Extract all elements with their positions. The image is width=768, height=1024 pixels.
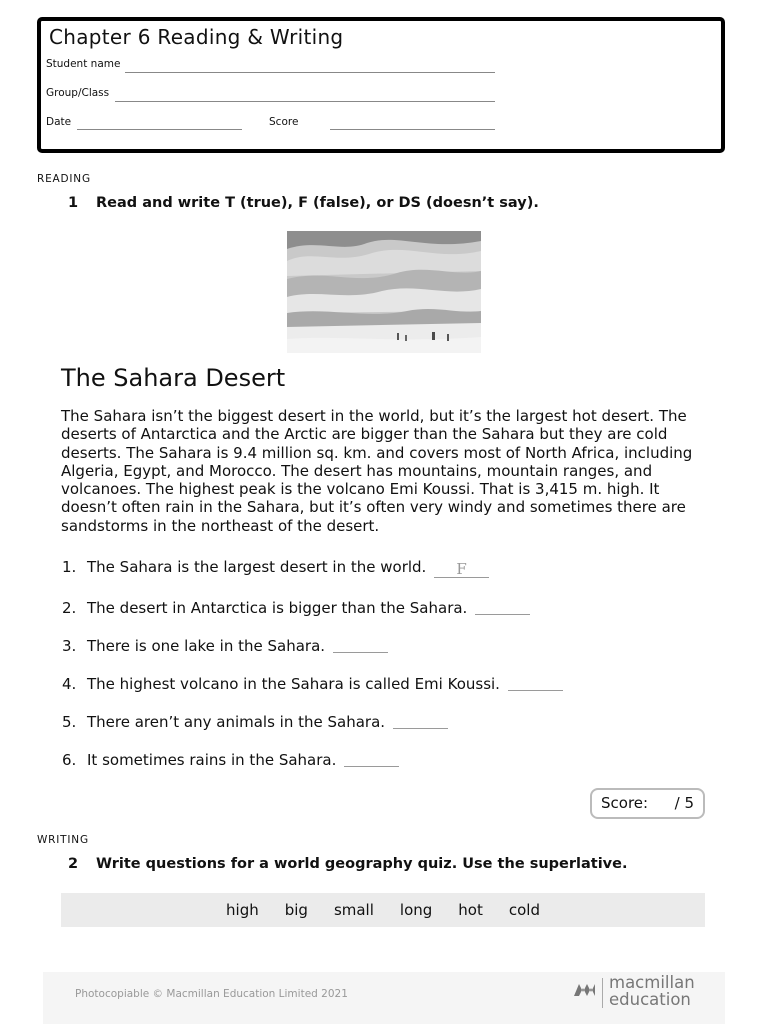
answer-blank[interactable] [393, 712, 448, 729]
question-number: 2. [62, 599, 77, 617]
question-text: There is one lake in the Sahara. [87, 637, 326, 655]
group-class-field[interactable] [115, 101, 495, 102]
question-text: It sometimes rains in the Sahara. [87, 751, 337, 769]
logo-line-2: education [609, 989, 691, 1009]
question-item [62, 748, 399, 769]
question-item [62, 710, 448, 731]
student-name-field[interactable] [125, 72, 495, 73]
task-instruction: Read and write T (true), F (false), or DS (doesn’t say). [96, 195, 539, 211]
word-item: long [399, 901, 433, 919]
answer-blank[interactable] [508, 674, 563, 691]
word-box [61, 893, 705, 927]
worksheet-title: Chapter 6 Reading & Writing [49, 25, 344, 49]
answer-blank[interactable] [333, 636, 388, 653]
reading-task [68, 195, 539, 211]
word-item: hot [458, 901, 483, 919]
question-number: 5. [62, 713, 77, 731]
student-name-label: Student name [46, 58, 121, 70]
word-item: high [226, 901, 259, 919]
question-text: The desert in Antarctica is bigger than the Sahara. [87, 599, 468, 617]
word-item: big [284, 901, 308, 919]
question-item [62, 672, 563, 693]
answer-blank[interactable]: F [434, 561, 489, 578]
question-item [62, 558, 489, 576]
logo-wordmark [609, 975, 695, 1008]
macmillan-logo-icon [573, 980, 597, 998]
score-box [590, 788, 705, 819]
score-field[interactable] [330, 129, 495, 130]
question-item [62, 596, 530, 617]
score-label: Score [269, 116, 299, 128]
answer-blank[interactable] [475, 598, 530, 615]
question-number: 4. [62, 675, 77, 693]
question-number: 6. [62, 751, 77, 769]
score-box-label: Score: [601, 794, 649, 812]
copyright-text: Photocopiable © Macmillan Education Limited 2021 [75, 988, 348, 1000]
group-class-label: Group/Class [46, 87, 110, 99]
question-text: The highest volcano in the Sahara is called Emi Koussi. [87, 675, 500, 693]
task-number: 1 [68, 195, 79, 211]
date-label: Date [46, 116, 72, 128]
article-text: The Sahara isn’t the biggest desert in the world, but it’s the largest hot desert. The deserts of Antarctica and the Arctic are bigger than the Sahara but they are cold deserts. The Sahara is 9.4 million sq. km. and covers most of North Africa, including Algeria, Egypt, and Morocco. The desert has mountains, mountain ranges, and volcanoes. The highest peak is the volcano Emi Koussi. That is 3,415 m. high. It doesn’t often rain in the Sahara, but it’s often very windy and sometimes there are sandstorms in the northeast of the desert. [61, 407, 693, 535]
task-number: 2 [68, 856, 79, 872]
question-number: 1. [62, 558, 77, 576]
logo-divider [602, 978, 603, 1008]
writing-section-label: WRITING [37, 834, 89, 846]
logo-line-1: macmillan [609, 973, 695, 992]
article-title: The Sahara Desert [61, 364, 286, 392]
question-item [62, 634, 388, 655]
date-field[interactable] [77, 129, 242, 130]
writing-task [68, 856, 627, 872]
word-item: cold [508, 901, 540, 919]
reading-section-label: READING [37, 173, 91, 185]
word-item: small [333, 901, 374, 919]
task-instruction: Write questions for a world geography quiz. Use the superlative. [96, 856, 628, 872]
sahara-desert-photo [287, 231, 481, 353]
question-text: The Sahara is the largest desert in the world. [87, 558, 427, 576]
score-box-value: / 5 [674, 794, 694, 812]
header-box [37, 17, 725, 153]
question-text: There aren’t any animals in the Sahara. [87, 713, 386, 731]
answer-blank[interactable] [344, 750, 399, 767]
question-number: 3. [62, 637, 77, 655]
